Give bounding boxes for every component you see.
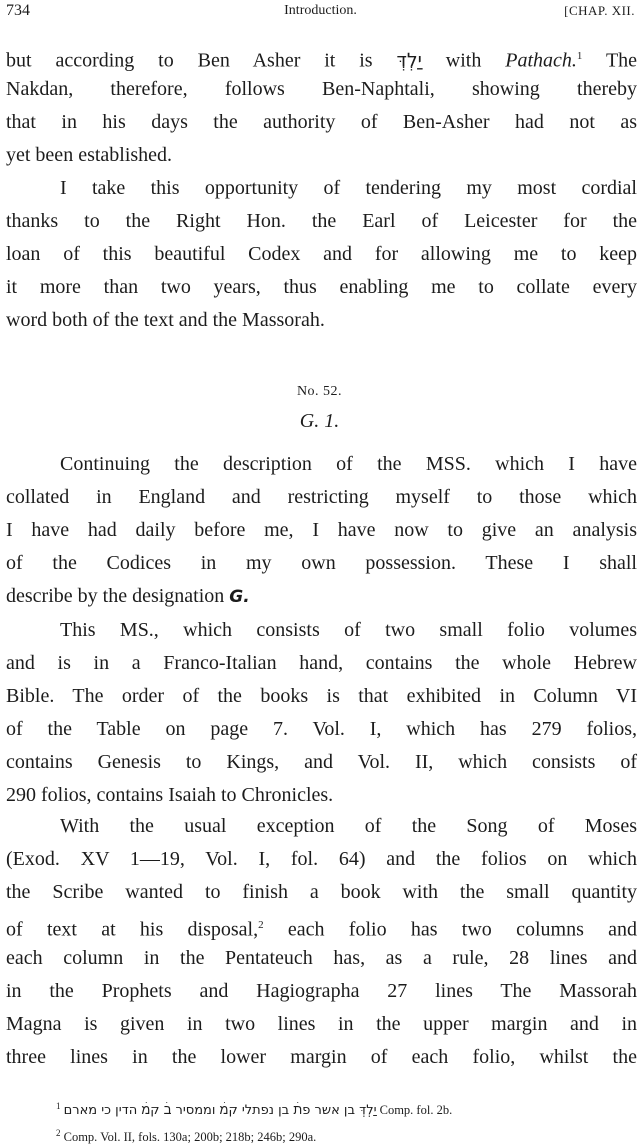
text-line: and is in a Franco-Italian hand, contains the whole Hebrew — [6, 652, 637, 674]
text-line: yet been established. — [6, 144, 173, 166]
text-line: of text at his disposal,$^2$ each folio has two columns and — [6, 918, 638, 941]
hebrew-word: יַלְדְּ — [396, 49, 422, 72]
text-line: 290 folios, contains Isaiah to Chronicles. — [6, 784, 334, 806]
footnote-mark: 1 — [576, 50, 583, 62]
text-line: Nakdan, therefore, follows Ben-Naphtali, showing thereby — [6, 78, 637, 100]
text-line: Magna is given in two lines in the upper margin and in — [6, 1013, 637, 1035]
text-line: contains Genesis to Kings, and Vol. II, which consists of — [6, 751, 637, 773]
text-line: three lines in the lower margin of each folio, whilst the — [6, 1046, 637, 1068]
text-line: of the Codices in my own possession. These I shall — [6, 552, 637, 574]
text-line: Bible. The order of the books is that exhibited in Column VI — [6, 685, 637, 707]
text-line: This MS., which consists of two small folio volumes — [60, 619, 637, 641]
paragraph-description — [6, 448, 637, 613]
paragraph-layout — [6, 810, 637, 1074]
text-line: each column in the Pentateuch has, as a rule, 28 lines and — [6, 947, 637, 969]
text-line: word both of the text and the Massorah. — [6, 309, 325, 331]
text-line: collated in England and restricting myself to those which — [6, 486, 637, 508]
paragraph-manuscript — [6, 614, 637, 812]
text-line: I take this opportunity of tendering my most cordial — [60, 177, 637, 199]
text-line: that in his days the authority of Ben-Asher had not as — [6, 111, 637, 133]
text-line: in the Prophets and Hagiographa 27 lines The Massorah — [6, 980, 637, 1002]
text-line: of the Table on page 7. Vol. I, which has 279 folios, — [6, 718, 637, 740]
footnotes — [56, 1095, 616, 1148]
text-line: the Scribe wanted to finish a book with the small quantity — [6, 881, 637, 903]
footnote-mark: 2 — [258, 919, 264, 931]
text-line: it more than two years, thus enabling me to collate every — [6, 276, 637, 298]
footnote-1: $^1$ יַלְדְּ בן אשר פתׄ בן נפתלי קמׄ וממסיר בׄ קמׄ הדין כי מארם Comp. fol. 2b. — [56, 1101, 453, 1119]
pathach-term: Pathach. — [505, 49, 577, 72]
paragraph-ben-asher — [6, 40, 637, 172]
text-line: but according to Ben Asher it is יַלְדְּ with Pathach.$^1$ The — [6, 49, 638, 72]
chapter-reference: [CHAP. XII. — [564, 3, 635, 18]
page-number: 734 — [6, 2, 30, 19]
section-number: No. 52. — [296, 384, 343, 399]
text-line: I have had daily before me, I have now to give an analysis — [6, 519, 637, 541]
running-title: Introduction. — [284, 3, 357, 18]
running-header — [6, 0, 635, 22]
text-line: Continuing the description of the MSS. which I have — [60, 453, 637, 475]
text-line: thanks to the Right Hon. the Earl of Leicester for the — [6, 210, 637, 232]
footnote-hebrew: יַלְדְּ בן אשר פתׄ בן נפתלי קמׄ וממסיר בׄ קמׄ הדין כי מארם — [63, 1103, 377, 1119]
text-line: (Exod. XV 1—19, Vol. I, fol. 64) and the folios on which — [6, 848, 637, 870]
siglum-g: G. — [229, 587, 250, 607]
text-line: loan of this beautiful Codex and for allowing me to keep — [6, 243, 637, 265]
text-line: With the usual exception of the Song of Moses — [60, 815, 637, 837]
text-line: describe by the designation G. — [6, 585, 250, 607]
paragraph-acknowledgement — [6, 172, 637, 337]
footnote-2: $^2$ Comp. Vol. II, fols. 130a; 200b; 218b; 246b; 290a. — [56, 1128, 317, 1145]
section-title: G. 1. — [299, 410, 340, 432]
